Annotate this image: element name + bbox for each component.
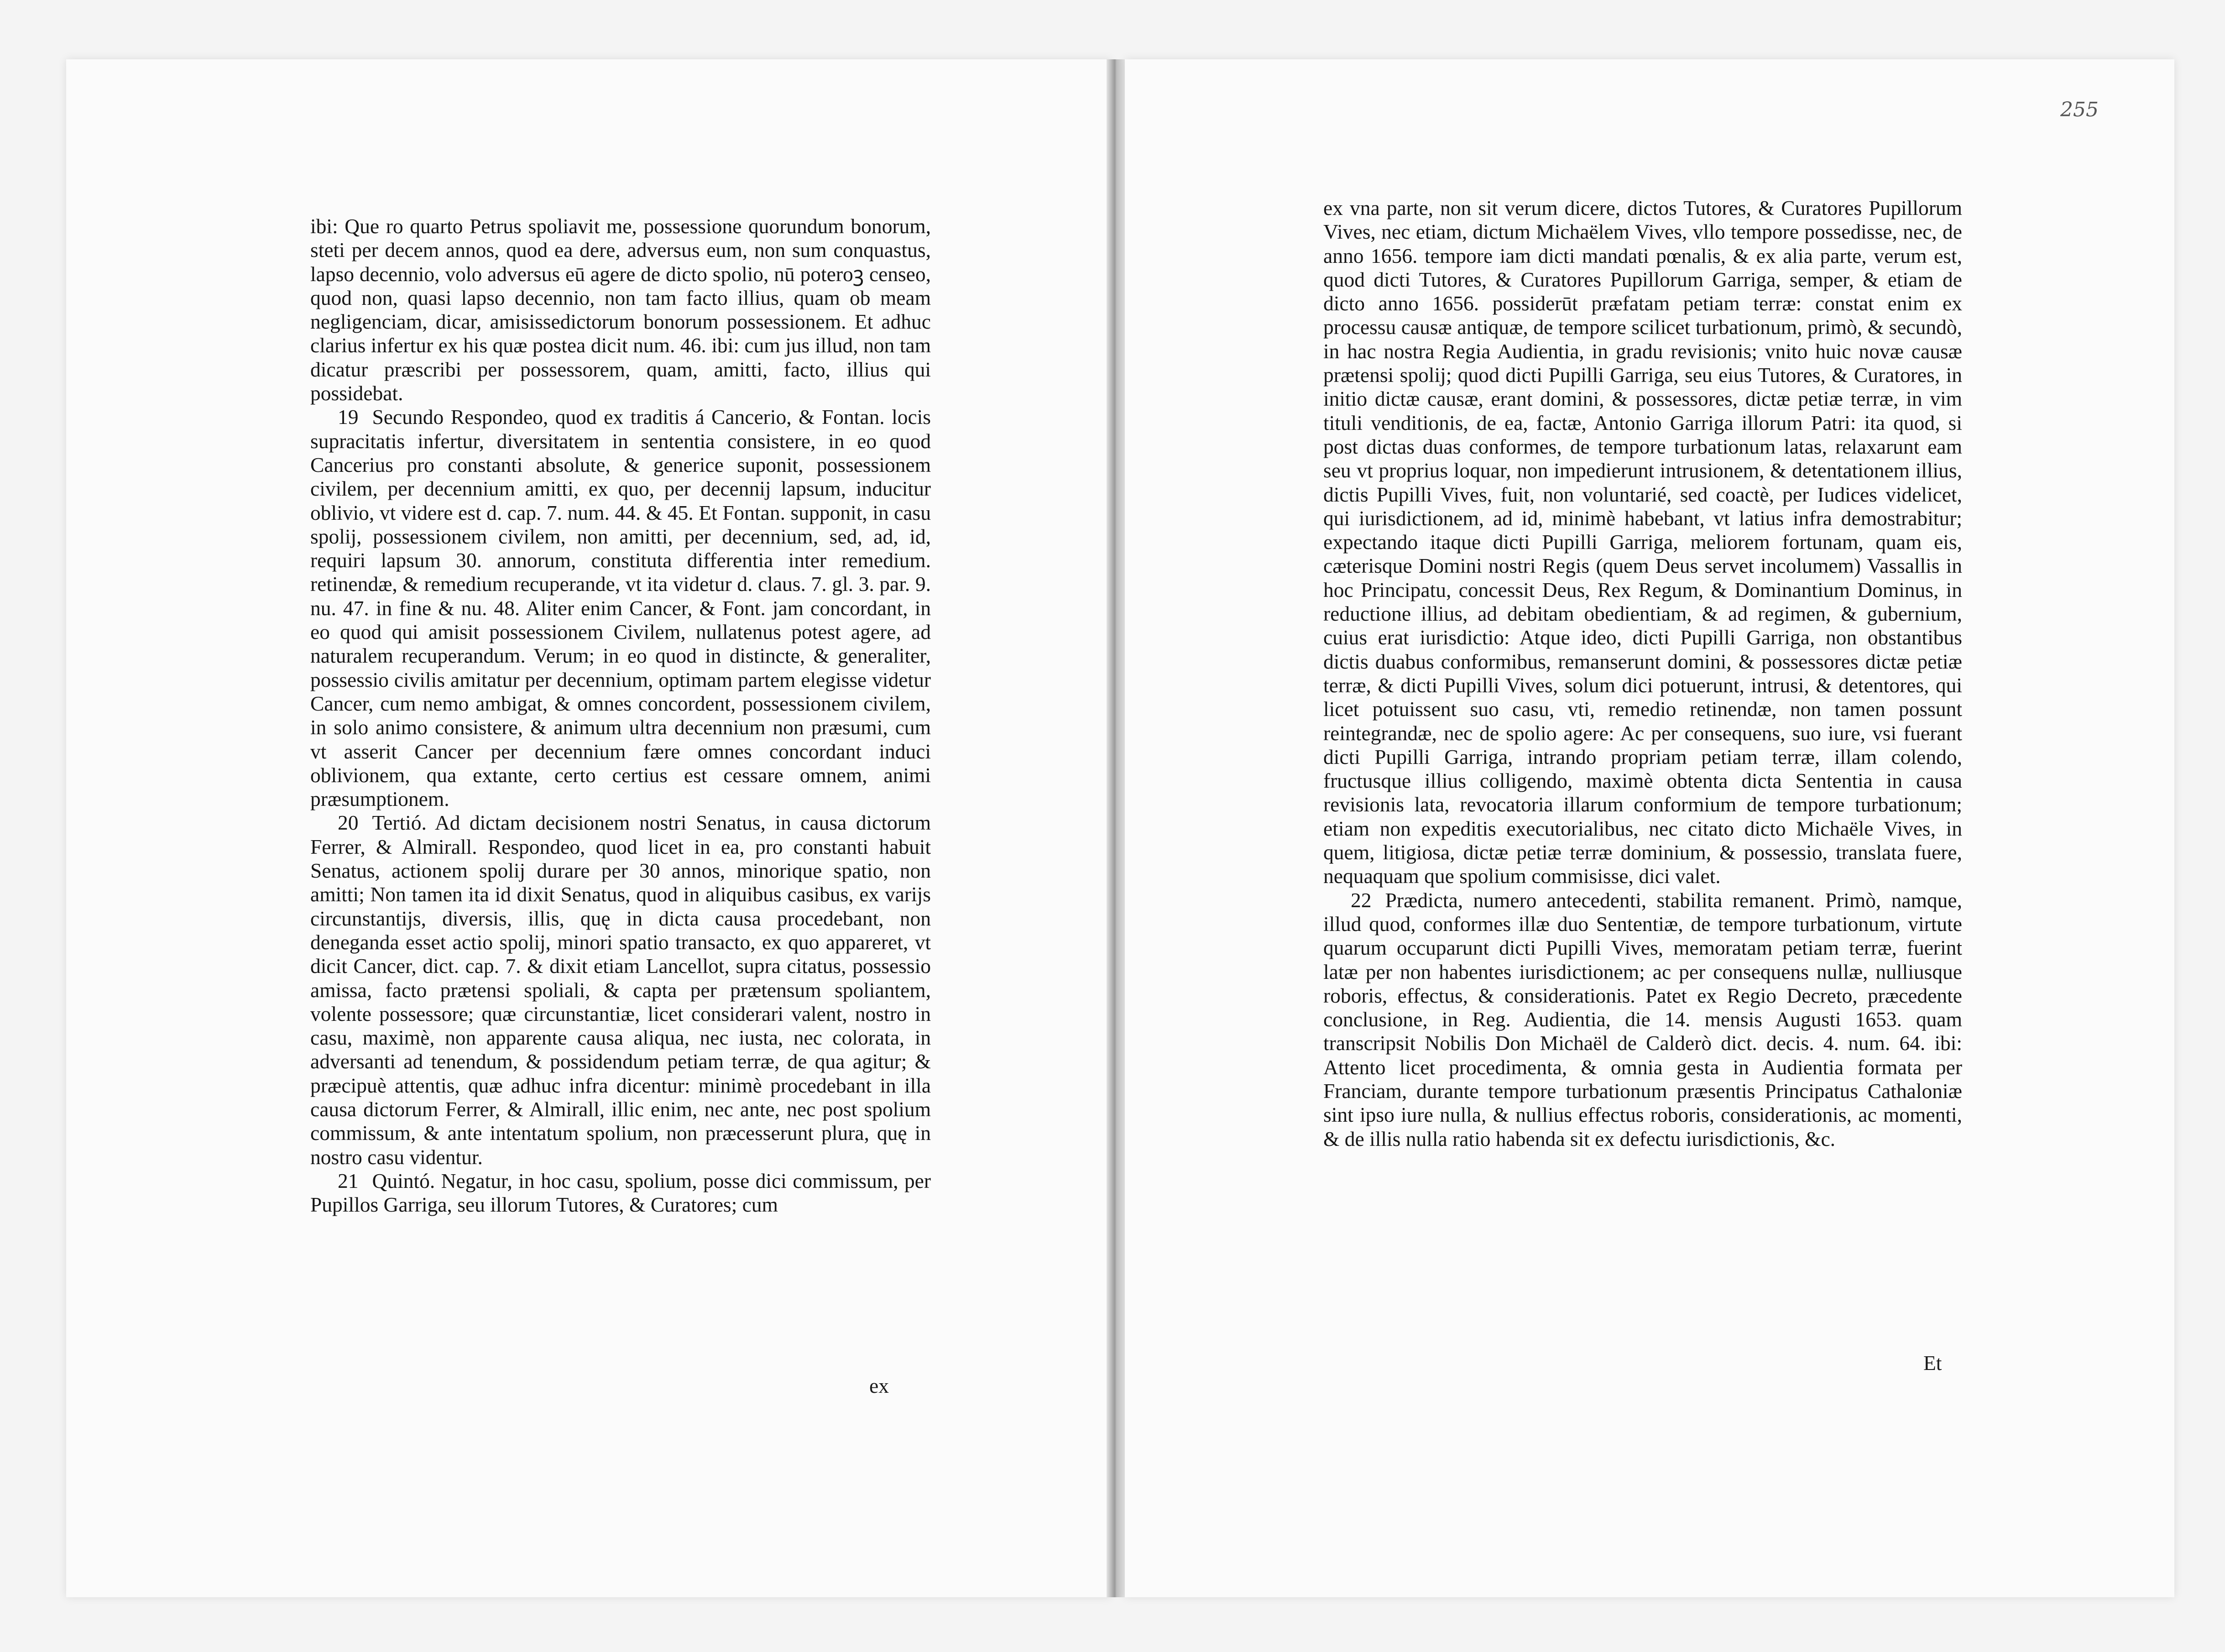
paragraph-number: 20 <box>338 811 359 835</box>
left-page-text <box>310 214 931 1217</box>
paragraph-number: 19 <box>338 405 359 429</box>
paragraph <box>310 811 931 1169</box>
paragraph <box>310 1169 931 1217</box>
paragraph <box>310 214 931 405</box>
catchword: Et <box>1923 1351 1942 1375</box>
paragraph <box>1323 196 1962 889</box>
paragraph-text: ibi: Que ro quarto Petrus spoliavit me, possessione quorundum bonorum, steti per decem annos, quod ea dere, adversus eum, non sum conquastus, lapso decennio, volo adversus eū agere de dicto spolio, nū poteroꝫ censeo, quod non, quasi lapso decennio, non tam facto illius, quam ob meam negligenciam, dicar, amisissedictorum bonorum possessionem. Et adhuc clarius infertur ex his quæ postea dicit num. 46. ibi: cum jus illud, non tam dicatur præscribi per possessorem, quam, amitti, facto, illius qui possidebat. <box>310 214 931 405</box>
paragraph-text: Quintó. Negatur, in hoc casu, spolium, posse dici commissum, per Pupillos Garriga, seu illorum Tutores, & Curatores; cum <box>310 1169 931 1217</box>
catchword: ex <box>869 1374 889 1397</box>
paragraph <box>310 405 931 811</box>
right-page-text <box>1323 196 1962 1151</box>
paragraph-number: 21 <box>338 1169 359 1192</box>
paragraph-number: 22 <box>1351 888 1372 912</box>
paragraph-text: Tertió. Ad dictam decisionem nostri Senatus, in causa dictorum Ferrer, & Almirall. Respondeo, quod licet in ea, pro constanti habuit Senatus, actionem spolij durare per 30 annos, minorique spatio, non amitti; Non tamen ita id dixit Senatus, quod in aliquibus casibus, ex varijs circunstantijs, diversis, illis, quę in dicta causa procedebant, non deneganda esset actio spolij, minori spatio transacto, ex quo appareret, vt dicit Cancer, dict. cap. 7. & dixit etiam Lancellot, supra citatus, possessio amissa, facto prætensi spoliali, & capta per prætensum spoliantem, volente possessore; quæ circunstantiæ, licet considerari valent, nostro in casu, maximè, non apparente causa aliqua, nec iusta, nec colorata, in adversanti ad tenendum, & possidendum petiam terræ, de qua agitur; & præcipuè attentis, quæ adhuc infra dicentur: minimè procedebant in illa causa dictorum Ferrer, & Almirall, illic enim, nec ante, nec post spolium commissum, & ante intentatum spolium, non præcesserunt plura, quę in nostro casu videntur. <box>310 811 931 1169</box>
paragraph-text: Secundo Respondeo, quod ex traditis á Cancerio, & Fontan. locis supracitatis infertur, diversitatem in sententia consistere, in eo quod Cancerius pro constanti absolute, & generice suponit, possessionem civilem, per decennium amitti, ex quo, per decennij lapsum, inducitur oblivio, vt videre est d. cap. 7. num. 44. & 45. Et Fontan. supponit, in casu spolij, possessionem civilem, non amitti, per decennium, sed, ad, id, requiri lapsum 30. annorum, constituta differentia inter remedium. retinendæ, & remedium recuperande, vt ita videtur d. claus. 7. gl. 3. par. 9. nu. 47. in fine & nu. 48. Aliter enim Cancer, & Font. jam concordant, in eo quod qui amisit possessionem Civilem, nullatenus potest agere, ad naturalem recuperandum. Verum; in eo quod in distincte, & generaliter, possessio civilis amitatur per decennium, optimam partem elegisse videtur Cancer, cum nemo ambigat, & omnes concordent, possessionem civilem, in solo animo consistere, & animum ultra decennium non præsumi, cum vt asserit Cancer per decennium fære omnes concordant induci oblivionem, qua extante, certo certius est cessare omnem, animi præsumptionem. <box>310 405 931 811</box>
folio-number: 255 <box>2060 98 2099 121</box>
book-gutter <box>1107 59 1125 1597</box>
paragraph-text: ex vna parte, non sit verum dicere, dictos Tutores, & Curatores Pupillorum Vives, nec etiam, dictum Michaëlem Vives, vllo tempore possedisse, nec, de anno 1656. tempore iam dicti mandati pœnalis, & ex alia parte, verum est, quod dicti Tutores, & Curatores Pupillorum Garriga, semper, & etiam de dicto anno 1656. possiderūt præfatam petiam terræ: constat enim ex processu causæ antiquæ, de tempore scilicet turbationum, primò, & secundò, in hac nostra Regia Audientia, in gradu revisionis; vnito huic novæ causæ prætensi spolij; quod dicti Pupilli Garriga, seu eius Tutores, & Curatores, in initio dictæ causæ, erant domini, & possessores, dictæ petiæ terræ, in vim tituli venditionis, de ea, factæ, Antonio Garriga illorum Patri: ita quod, si post dictas duas conformes, de tempore turbationum latas, relaxarunt eam seu vt proprius loquar, non impedierunt intrusionem, & detentationem illius, dictis Pupilli Vives, fuit, non voluntarié, sed coactè, per Iudices videlicet, qui iurisdictionem, ad id, minimè habebant, vt latius infra demostrabitur; expectando itaque dicti Pupilli Garriga, meliorem fortunam, quam eis, cæterisque Domini nostri Regis (quem Deus servet incolumem) Vassallis in hoc Principatu, concessit Deus, Rex Regum, & Dominantium Dominus, in reductione illius, ad debitam obedientiam, & ad regimen, & gubernium, cuius erat iurisdictio: Atque ideo, dicti Pupilli Garriga, non obstantibus dictis duabus conformibus, remanserunt domini, & possessores dictæ petiæ terræ, & dicti Pupilli Vives, solum dici potuerunt, intrusi, & detentores, qui licet potuissent suo casu, vti, remedio retinendæ, non tamen possunt reintegrandæ, nec de spolio agere: Ac per consequens, suo iure, vsi fuerant dicti Pupilli Garriga, intrando propriam petiam terræ, illam colendo, fructusque illius colligendo, maximè obtenta dicta Sententia in causa revisionis lata, revocatoria illarum conformium de tempore turbationum; etiam non expeditis executorialibus, nec citato dicto Michaële Vives, in quem, litigiosa, dictæ petiæ terræ dominium, & possessio, translata fuere, nequaquam que spolium commisisse, dici valet. <box>1323 196 1962 888</box>
paragraph <box>1323 889 1962 1151</box>
paragraph-text: Prædicta, numero antecedenti, stabilita remanent. Primò, namque, illud quod, conformes illæ duo Sententiæ, de tempore turbationum, virtute quarum occuparunt dicti Pupilli Vives, memoratam petiam terræ, fuerint latæ per non habentes iurisdictionem; ac per consequens nullæ, nulliusque roboris, effectus, & considerationis. Patet ex Regio Decreto, præcedente conclusione, in Reg. Audientia, die 14. mensis Augusti 1653. quam transcripsit Nobilis Don Michaël de Calderò dict. decis. 4. num. 64. ibi: Attento licet procedimenta, & omnia gesta in Audientia formata per Franciam, durante tempore turbationum præsentis Principatus Cathaloniæ sint ipso iure nulla, & nullius effectus roboris, considerationis, ac momenti, & de illis nulla ratio habenda sit ex defectu iurisdictionis, &c. <box>1323 888 1962 1150</box>
